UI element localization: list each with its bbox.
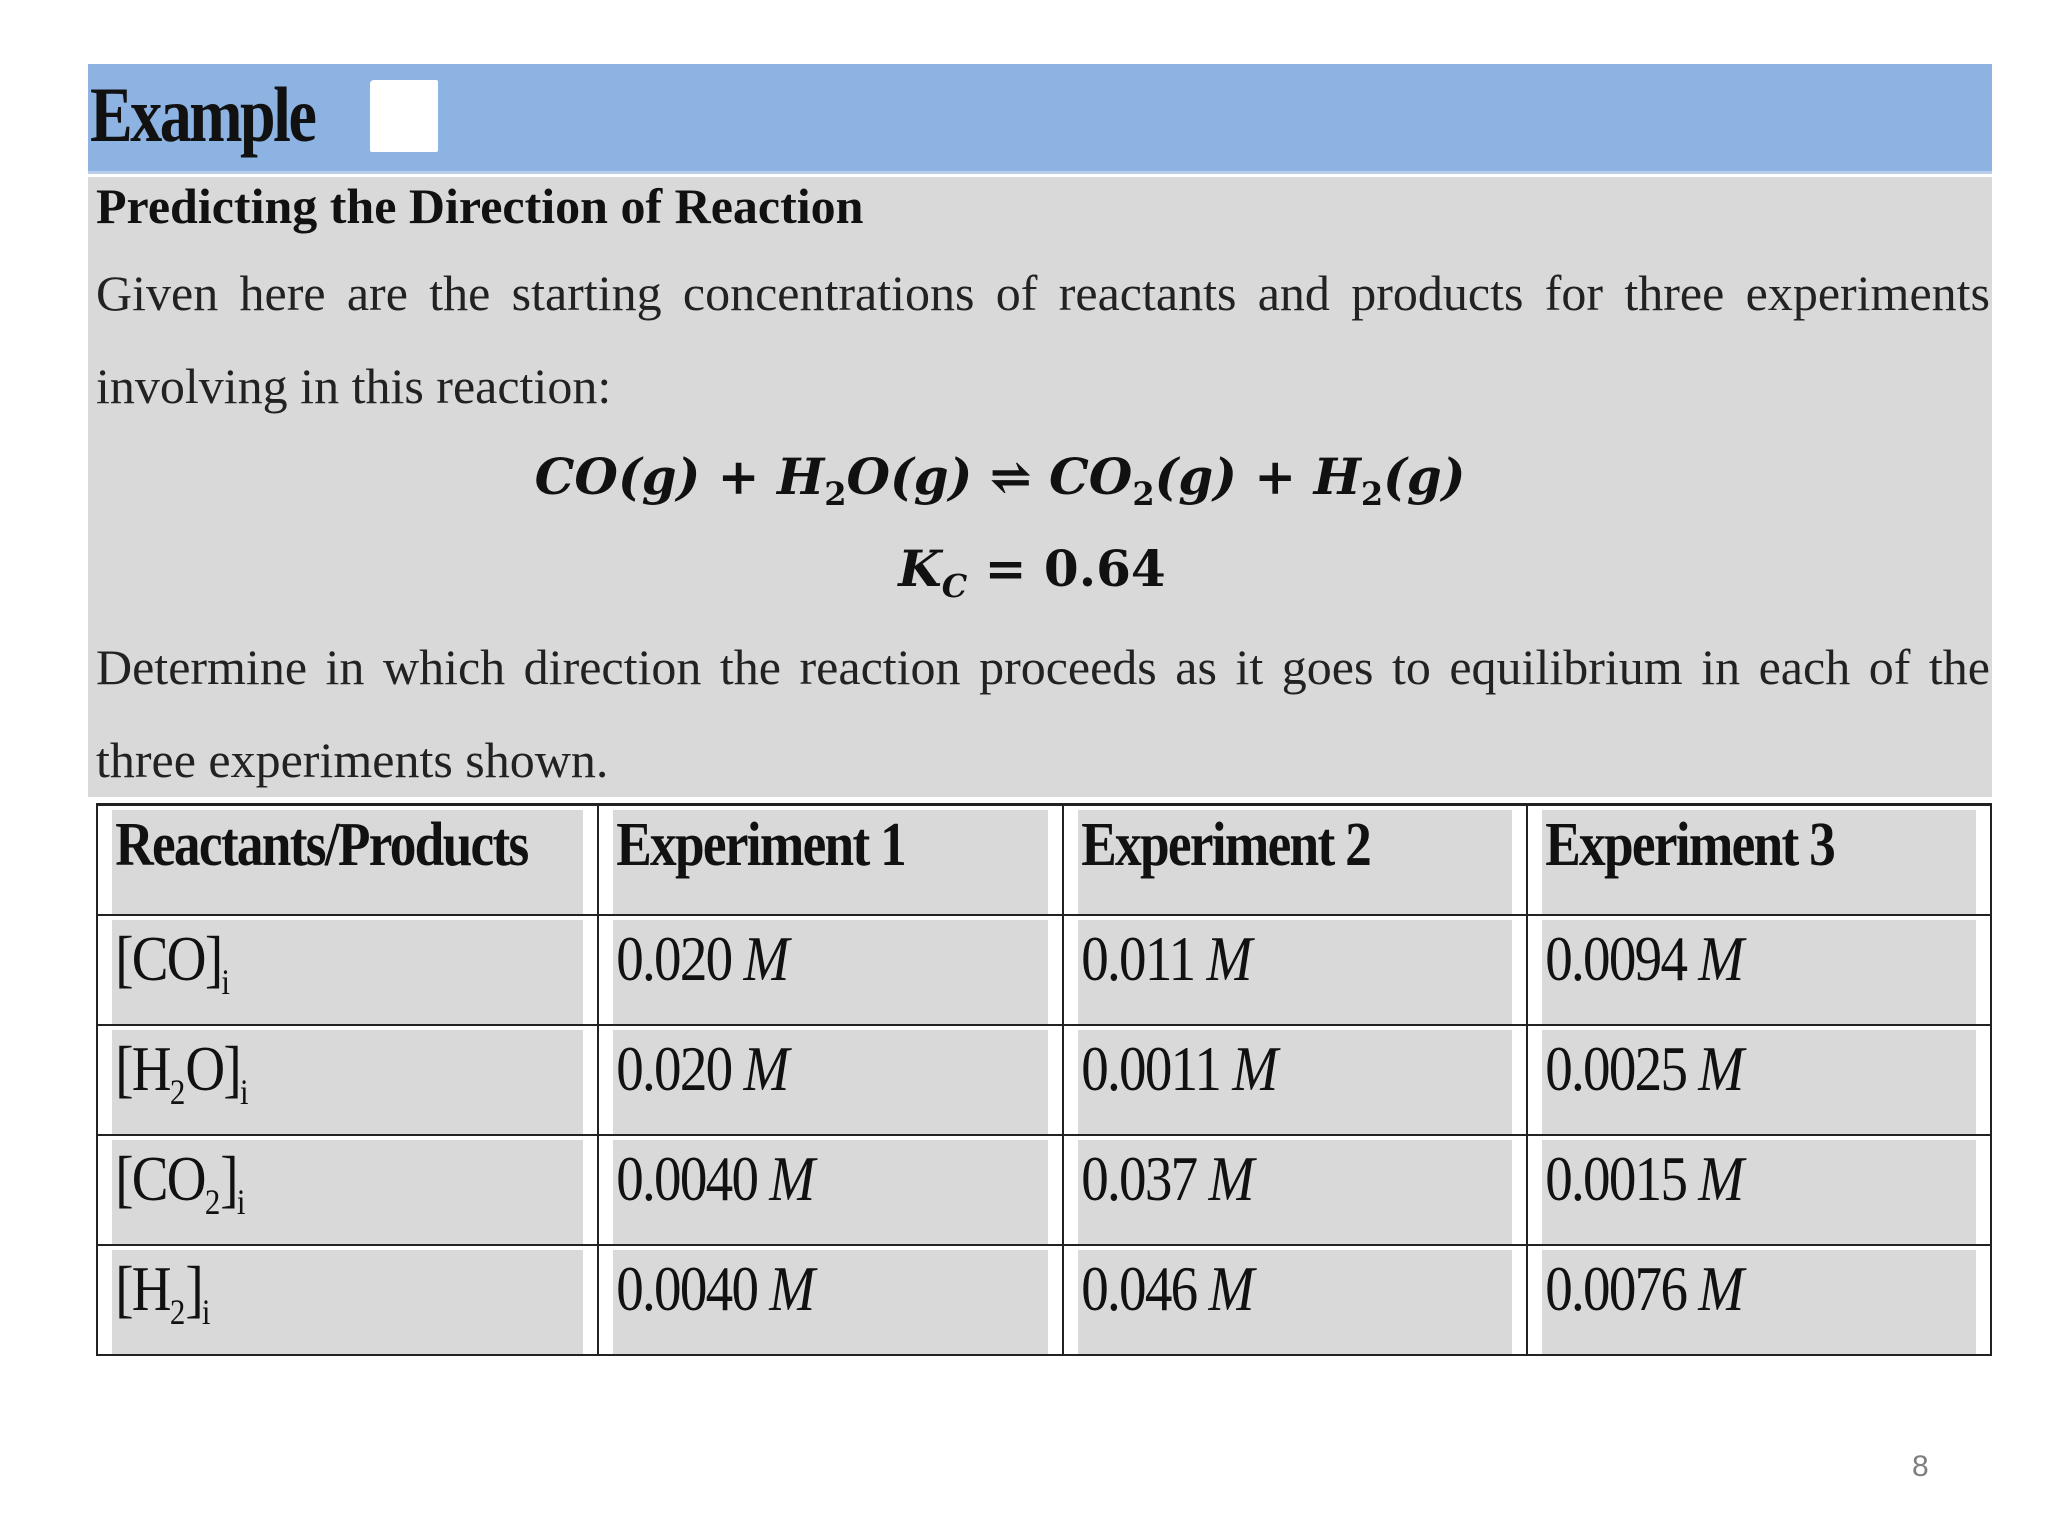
concentration-table xyxy=(96,803,1992,1356)
table-row xyxy=(97,1245,1991,1355)
header-cell: Experiment 3 xyxy=(1527,805,1991,916)
value-cell: 0.0094 M xyxy=(1527,915,1991,1025)
table-row xyxy=(97,915,1991,1025)
table-row xyxy=(97,1135,1991,1245)
value-cell: 0.0011 M xyxy=(1063,1025,1527,1135)
problem-box xyxy=(88,177,1992,797)
header-cell: Experiment 1 xyxy=(598,805,1062,916)
species-cell: $[H_2]_i$ xyxy=(97,1245,598,1355)
species-cell: $[CO_2]_i$ xyxy=(97,1135,598,1245)
value-cell: 0.020 M xyxy=(598,915,1062,1025)
value-cell: 0.020 M xyxy=(598,1025,1062,1135)
reaction-equation: $CO(g) + H_2O(g)$ ⇌ $CO_2(g) + H_2(g)$ xyxy=(534,447,1466,513)
header-cell: Experiment 2 xyxy=(1063,805,1527,916)
species-cell: $[CO]_i$ xyxy=(97,915,598,1025)
value-cell: 0.0025 M xyxy=(1527,1025,1991,1135)
problem-question: Determine in which direction the reaction proceeds as it goes to equilibrium in each of the three experiments shown. xyxy=(96,639,1990,788)
page-number: 8 xyxy=(1912,1450,1929,1483)
table-row xyxy=(97,1025,1991,1135)
problem-intro: Given here are the starting concentrations of reactants and products for three experiments involving in this reaction: xyxy=(96,265,1990,414)
header-cell: Reactants/Products xyxy=(97,805,598,916)
species-cell: $[H_2O]_i$ xyxy=(97,1025,598,1135)
kc-equation: $K_C = 0.64$ xyxy=(898,539,1166,605)
value-cell: 0.011 M xyxy=(1063,915,1527,1025)
value-cell: 0.0076 M xyxy=(1527,1245,1991,1355)
value-cell: 0.046 M xyxy=(1063,1245,1527,1355)
value-cell: 0.0015 M xyxy=(1527,1135,1991,1245)
value-cell: 0.037 M xyxy=(1063,1135,1527,1245)
table-header-row xyxy=(97,805,1991,916)
slide-title: Example xyxy=(90,71,315,158)
white-patch xyxy=(370,80,438,152)
problem-subtitle: Predicting the Direction of Reaction xyxy=(96,178,864,234)
title-bar xyxy=(88,64,1992,174)
value-cell: 0.0040 M xyxy=(598,1245,1062,1355)
value-cell: 0.0040 M xyxy=(598,1135,1062,1245)
